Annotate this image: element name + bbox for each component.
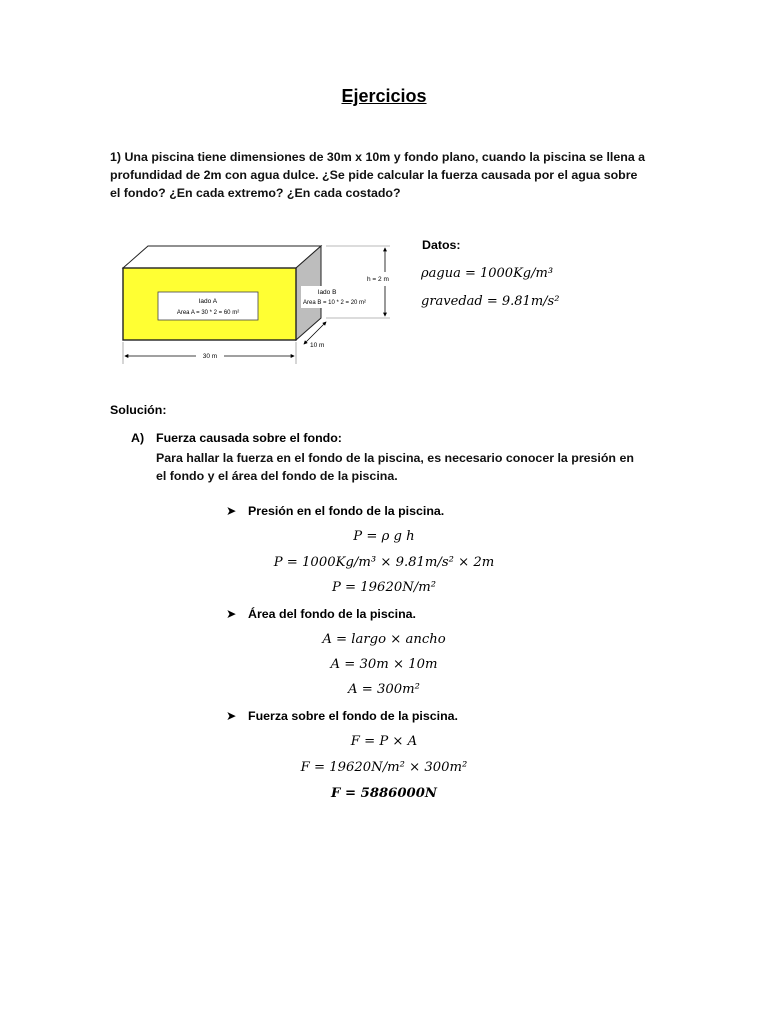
pool-diagram xyxy=(108,236,408,368)
equation: A = 300m² xyxy=(348,682,420,697)
final-result: F = 5886000N xyxy=(331,786,437,801)
datos-gravedad: gravedad = 9.81m/s² xyxy=(421,294,560,309)
step-2-label: Área del fondo de la piscina. xyxy=(248,607,416,621)
problem-text: Una piscina tiene dimensiones de 30m x 10m y fondo plano, cuando la piscina se llena a profundidad de 2m con agua dulce. ¿Se pide calcular la fuerza causada por el agua sobre el fondo? ¿En cada extremo? ¿En cada costado? xyxy=(110,150,646,200)
equation: P = ρ g h xyxy=(353,529,415,544)
datos-rho: ρagua = 1000Kg/m³ xyxy=(421,266,554,281)
solution-label: Solución: xyxy=(110,403,167,417)
arrow-bullet-icon: ➤ xyxy=(226,709,237,723)
equation: P = 1000Kg/m³ × 9.81m/s² × 2m xyxy=(273,555,495,570)
arrow-bullet-icon: ➤ xyxy=(226,504,237,518)
section-text: Para hallar la fuerza en el fondo de la piscina, es necesario conocer la presión en el fondo y el área del fondo de la piscina. xyxy=(156,451,634,483)
arrow-bullet-icon: ➤ xyxy=(226,607,237,621)
side-a-area: Area A = 30 * 2 = 60 m² xyxy=(176,310,240,316)
section-title: Fuerza causada sobre el fondo: xyxy=(156,431,342,445)
equation: F = 19620N/m² × 300m² xyxy=(300,760,468,775)
equation: P = 19620N/m² xyxy=(331,580,437,595)
step-2-bullet xyxy=(226,606,416,621)
height-label: h = 2 m xyxy=(367,276,389,283)
length-label: 30 m xyxy=(202,353,218,360)
datos-label: Datos: xyxy=(422,238,461,252)
page-title: Ejercicios xyxy=(341,86,427,106)
section-letter: A) xyxy=(131,431,145,445)
equation: A = largo × ancho xyxy=(322,632,446,647)
problem-statement xyxy=(110,148,650,202)
side-b-area: Area B = 10 * 2 = 20 m² xyxy=(303,300,367,306)
side-a-label: lado A xyxy=(198,298,218,305)
equation: A = 30m × 10m xyxy=(330,657,438,672)
step-1-label: Presión en el fondo de la piscina. xyxy=(248,504,445,518)
step-1-bullet xyxy=(226,503,444,518)
step-3-label: Fuerza sobre el fondo de la piscina. xyxy=(248,709,458,723)
side-b-label: lado B xyxy=(318,289,337,296)
pool-top-face xyxy=(123,246,321,268)
equation: F = P × A xyxy=(350,734,418,749)
problem-number: 1) xyxy=(110,150,122,164)
width-label: 10 m xyxy=(310,342,325,349)
step-3-bullet xyxy=(226,708,458,723)
